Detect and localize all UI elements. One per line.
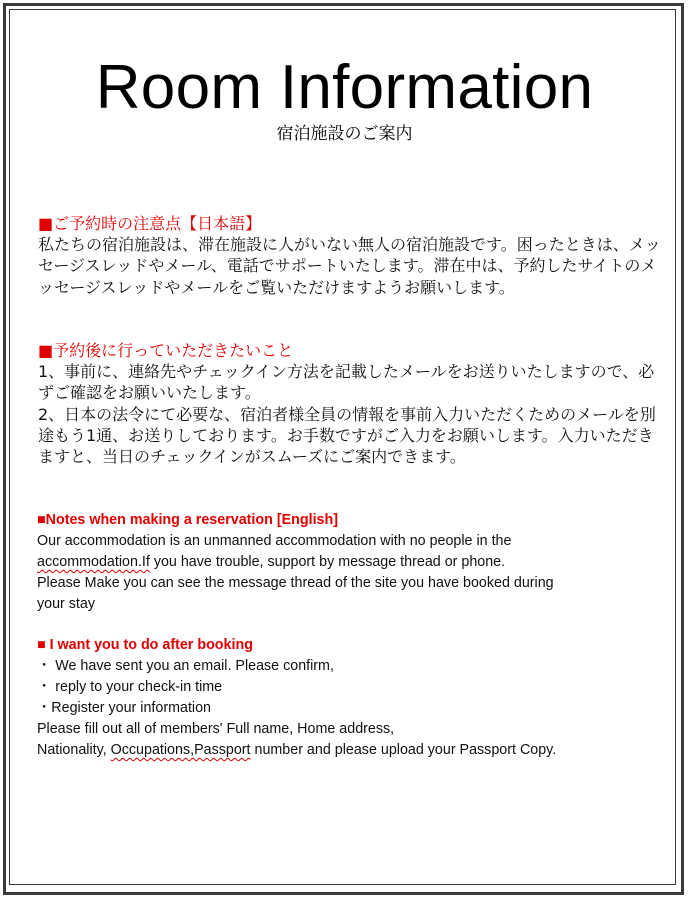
- en-notes-line-4: your stay: [37, 596, 96, 612]
- jp-after-heading: ■予約後に行っていただきたいこと: [38, 341, 294, 360]
- en-after-line-2-end: number and please upload your Passport Copy.: [250, 742, 557, 758]
- spellcheck-underline: Occupations,Passport: [110, 742, 251, 758]
- spellcheck-underline: accommodation.If: [37, 554, 150, 570]
- en-after-section: [37, 635, 677, 761]
- en-notes-section: [37, 510, 677, 615]
- en-after-heading: ■ I want you to do after booking: [37, 637, 253, 653]
- jp-after-item-1: 1、事前に、連絡先やチェックイン方法を記載したメールをお送りいたしますので、必ずご確認をお願いいたします。: [38, 362, 655, 403]
- en-notes-heading: ■Notes when making a reservation [English]: [37, 512, 338, 528]
- en-notes-line-2: [37, 552, 677, 573]
- jp-after-section: [38, 340, 668, 467]
- page-title: Room Information: [95, 53, 594, 122]
- page-subtitle: 宿泊施設のご案内: [276, 124, 413, 144]
- en-notes-line-1: Our accommodation is an unmanned accommodation with no people in the: [37, 533, 512, 549]
- jp-notes-body: 私たちの宿泊施設は、滞在施設に人がいない無人の宿泊施設です。困ったときは、メッセージスレッドやメール、電話でサポートいたします。滞在中は、予約したサイトのメッセージスレッドやメールをご覧いただけますようお願いします。: [38, 235, 661, 297]
- en-after-line-1: Please fill out all of members' Full name, Home address,: [37, 721, 395, 737]
- bullet-item: ・ reply to your check-in time: [37, 679, 223, 695]
- en-notes-line-3: Please Make you can see the message thread of the site you have booked during: [37, 575, 554, 591]
- en-after-line-2: [37, 740, 677, 761]
- jp-after-item-2: 2、日本の法令にて必要な、宿泊者様全員の情報を事前入力いただくためのメールを別途もう1通、お送りしております。お手数ですがご入力をお願いします。入力いただきますと、当日のチェックインがスムーズにご案内できます。: [38, 404, 656, 467]
- en-notes-line-2-text: you have trouble, support by message thread or phone.: [149, 554, 506, 570]
- en-after-line-2-start: Nationality,: [37, 742, 111, 758]
- jp-notes-section: [38, 213, 668, 298]
- bullet-item: ・Register your information: [37, 700, 212, 716]
- jp-notes-heading: ■ご予約時の注意点【日本語】: [38, 214, 262, 233]
- bullet-item: ・ We have sent you an email. Please confirm,: [37, 658, 334, 674]
